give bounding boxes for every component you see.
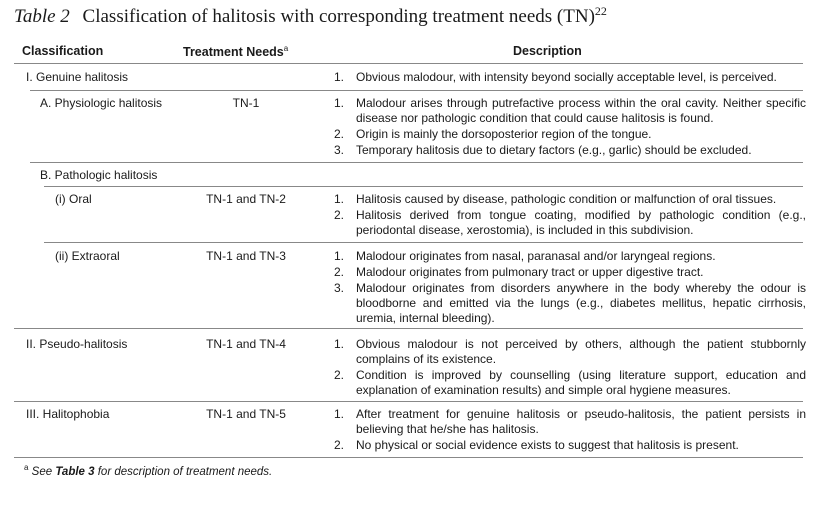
item-text: Halitosis caused by disease, pathologic condition or malfunction of oral tissues. (356, 192, 777, 206)
item-text: Obvious malodour is not perceived by others, although the patient stubbornly complains of its existence. (356, 337, 806, 366)
table-bottom-rule (14, 457, 803, 458)
item-text: Malodour originates from nasal, paranasal and/or laryngeal regions. (356, 249, 716, 263)
caption-reference: 22 (594, 4, 607, 18)
row-label-extraoral: (ii) Extraoral (55, 249, 120, 263)
item-text: Origin is mainly the dorsoposterior region of the tongue. (356, 127, 652, 141)
divider-pseudo (14, 401, 803, 402)
row-label-pseudo: II. Pseudo-halitosis (26, 337, 128, 351)
header-treatment-needs-label: Treatment Needs (183, 45, 284, 59)
item-text: Halitosis derived from tongue coating, modified by pathologic condition (e.g., periodontal disease, xerostomia), is included in this subdivision. (356, 208, 806, 237)
tn-pseudo: TN-1 and TN-4 (206, 337, 286, 351)
tn-oral: TN-1 and TN-2 (206, 192, 286, 206)
header-divider (14, 63, 803, 64)
item-number: 1. (334, 96, 345, 110)
table-title: Classification of halitosis with corresponding treatment needs (TN) (82, 6, 595, 27)
list-item (334, 127, 806, 142)
item-text: Malodour originates from pulmonary tract or upper digestive tract. (356, 265, 704, 279)
list-item (334, 249, 806, 264)
item-number: 1. (334, 249, 345, 263)
description-extraoral (334, 249, 806, 327)
list-item (334, 407, 806, 437)
header-footnote-mark: a (283, 44, 289, 53)
row-label-genuine: I. Genuine halitosis (26, 70, 129, 84)
list-item (334, 337, 806, 367)
description-halitophobia (334, 407, 806, 454)
item-number: 1. (334, 70, 345, 84)
header-classification: Classification (22, 44, 104, 58)
footnote-see: See (31, 466, 53, 478)
row-label-oral: (i) Oral (55, 192, 92, 206)
item-number: 2. (334, 265, 345, 279)
divider-pathologic (44, 186, 803, 187)
item-text: Condition is improved by counselling (using literature support, education and explanation of examination results) and simple oral hygiene measures. (356, 368, 806, 397)
list-item (334, 208, 806, 238)
header-treatment-needs (183, 44, 288, 59)
item-text: After treatment for genuine halitosis or pseudo-halitosis, the patient persists in believing that he/she has halitosis. (356, 407, 806, 436)
item-number: 2. (334, 368, 345, 382)
list-item (334, 70, 806, 85)
item-number: 1. (334, 192, 345, 206)
footnote-table-ref: Table 3 (55, 466, 95, 478)
footnote-mark: a (24, 463, 29, 472)
header-description: Description (513, 44, 582, 58)
item-number: 3. (334, 281, 345, 295)
list-item (334, 281, 806, 326)
list-item (334, 192, 806, 207)
item-number: 1. (334, 337, 345, 351)
row-label-halitophobia: III. Halitophobia (26, 407, 110, 421)
list-item (334, 143, 806, 158)
list-item (334, 438, 806, 453)
item-text: Obvious malodour, with intensity beyond socially acceptable level, is perceived. (356, 70, 777, 84)
item-text: No physical or social evidence exists to suggest that halitosis is present. (356, 438, 739, 452)
description-pseudo (334, 337, 806, 399)
item-text: Temporary halitosis due to dietary factors (e.g., garlic) should be excluded. (356, 143, 752, 157)
list-item (334, 265, 806, 280)
footnote-text: for description of treatment needs. (97, 466, 273, 478)
divider-genuine (30, 90, 803, 91)
tn-extraoral: TN-1 and TN-3 (206, 249, 286, 263)
divider-extraoral (14, 328, 803, 329)
list-item (334, 368, 806, 398)
description-genuine (334, 70, 806, 86)
tn-physiologic: TN-1 (232, 96, 260, 110)
table-footnote (24, 463, 272, 478)
row-label-physiologic: A. Physiologic halitosis (40, 96, 163, 110)
divider-oral (44, 242, 803, 243)
divider-physiologic (30, 162, 803, 163)
row-label-pathologic: B. Pathologic halitosis (40, 168, 158, 182)
item-number: 3. (334, 143, 345, 157)
item-number: 2. (334, 438, 345, 452)
item-number: 2. (334, 127, 345, 141)
description-oral (334, 192, 806, 239)
item-number: 2. (334, 208, 345, 222)
description-physiologic (334, 96, 806, 159)
tn-halitophobia: TN-1 and TN-5 (206, 407, 286, 421)
item-text: Malodour arises through putrefactive process within the oral cavity. Neither specific disease nor pathologic condition that could cause halitosis is found. (356, 96, 806, 125)
list-item (334, 96, 806, 126)
item-number: 1. (334, 407, 345, 421)
table-number: Table 2 (14, 6, 70, 27)
item-text: Malodour originates from disorders anywhere in the body whereby the odour is bloodborne and emitted via the lungs (e.g., diabetes mellitus, hepatic cirrhosis, uremia, internal bleeding). (356, 281, 806, 325)
table-caption (14, 4, 607, 28)
